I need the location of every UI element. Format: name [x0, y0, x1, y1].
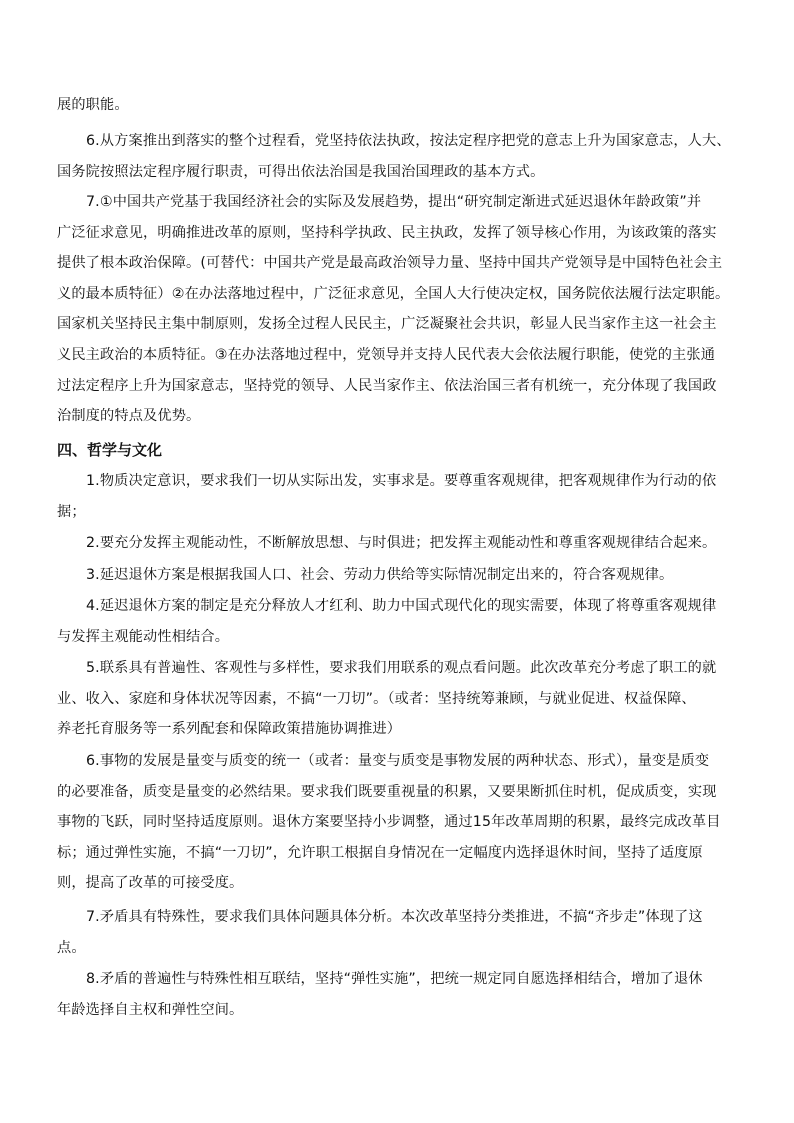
text-line: 广泛征求意见，明确推进改革的原则，坚持科学执政、民主执政，发挥了领导核心作用，为该政策的落实 — [57, 224, 717, 241]
text-line: 与发挥主观能动性相结合。 — [57, 628, 230, 645]
text-line: 义的最本质特征）②在办法落地过程中，广泛征求意见，全国人大行使决定权，国务院依法履行法定职能。 — [57, 285, 730, 302]
paragraph-item-1-philosophy — [57, 466, 733, 527]
text-line: 7.矛盾具有特殊性，要求我们具体问题具体分析。本次改革坚持分类推进，不搞“齐步走”体现了这 — [86, 909, 703, 925]
section-heading-philosophy: 四、哲学与文化 — [57, 441, 163, 459]
text-line: 治制度的特点及优势。 — [57, 408, 201, 425]
text-line: 据； — [57, 503, 86, 520]
text-line: 2.要充分发挥主观能动性，不断解放思想、与时俱进；把发挥主观能动性和尊重客观规律结合起来。 — [86, 535, 717, 551]
paragraph-item-7-politics — [57, 187, 733, 432]
text-line: 国家机关坚持民主集中制原则，发扬全过程人民民主，广泛凝聚社会共识，彰显人民当家作主这一社会主 — [57, 316, 717, 333]
text-line: 3.延迟退休方案是根据我国人口、社会、劳动力供给等实际情况制定出来的，符合客观规律。 — [86, 567, 674, 583]
paragraph-item-7-philosophy — [57, 902, 733, 963]
paragraph-item-2-philosophy — [57, 528, 733, 559]
text-line: 国务院按照法定程序履行职责，可得出依法治国是我国治国理政的基本方式。 — [57, 163, 545, 180]
text-line: 年龄选择自主权和弹性空间。 — [57, 1001, 244, 1018]
paragraph-item-6-politics — [57, 126, 733, 187]
text-line: 点。 — [57, 939, 86, 956]
text-line: 养老托育服务等一系列配套和保障政策措施协调推进） — [57, 721, 402, 738]
text-line: 6.事物的发展是量变与质变的统一（或者：量变与质变是事物发展的两种状态、形式），量变是质变 — [86, 753, 710, 769]
text-line: 则，提高了改革的可接受度。 — [57, 875, 244, 892]
text-line: 标；通过弹性实施，不搞“一刀切”，允许职工根据自身情况在一定幅度内选择退休时间，坚持了适度原 — [57, 844, 703, 861]
paragraph-item-3-philosophy — [57, 560, 733, 591]
text-line: 1.物质决定意识，要求我们一切从实际出发，实事求是。要尊重客观规律，把客观规律作为行动的依 — [86, 473, 717, 489]
text-line: 4.延迟退休方案的制定是充分释放人才红利、助力中国式现代化的现实需要，体现了将尊重客观规律 — [86, 598, 717, 614]
paragraph-item-6-philosophy — [57, 746, 733, 899]
paragraph-continuation — [57, 90, 733, 121]
paragraph-item-5-philosophy — [57, 653, 733, 745]
text-line: 过法定程序上升为国家意志，坚持党的领导、人民当家作主、依法治国三者有机统一，充分体现了我国政 — [57, 377, 717, 394]
paragraph-item-8-philosophy — [57, 964, 733, 1025]
text-line: 展的职能。 — [57, 97, 129, 113]
text-line: 的必要准备，质变是量变的必然结果。要求我们既要重视量的积累，又要果断抓住时机，促成质变，实现 — [57, 783, 717, 800]
paragraph-item-4-philosophy — [57, 591, 733, 652]
text-line: 事物的飞跃，同时坚持适度原则。退休方案要坚持小步调整，通过15年改革周期的积累，最终完成改革目 — [57, 814, 721, 831]
text-line: 义民主政治的本质特征。③在办法落地过程中，党领导并支持人民代表大会依法履行职能，使党的主张通 — [57, 346, 716, 363]
text-line: 业、收入、家庭和身体状况等因素，不搞“一刀切”。（或者：坚持统筹兼顾，与就业促进、权益保障、 — [57, 690, 696, 707]
text-line: 5.联系具有普遍性、客观性与多样性，要求我们用联系的观点看问题。此次改革充分考虑了职工的就 — [86, 660, 717, 676]
text-line: 提供了根本政治保障。(可替代：中国共产党是最高政治领导力量、坚持中国共产党领导是中国特色社会主 — [57, 255, 723, 272]
text-line: 6.从方案推出到落实的整个过程看，党坚持依法执政，按法定程序把党的意志上升为国家意志，人大、 — [86, 133, 731, 149]
text-line: 7.①中国共产党基于我国经济社会的实际及发展趋势，提出“研究制定渐进式延迟退休年龄政策”并 — [86, 194, 702, 210]
text-line: 8.矛盾的普遍性与特殊性相互联结，坚持“弹性实施”，把统一规定同自愿选择相结合，增加了退休 — [86, 971, 703, 987]
